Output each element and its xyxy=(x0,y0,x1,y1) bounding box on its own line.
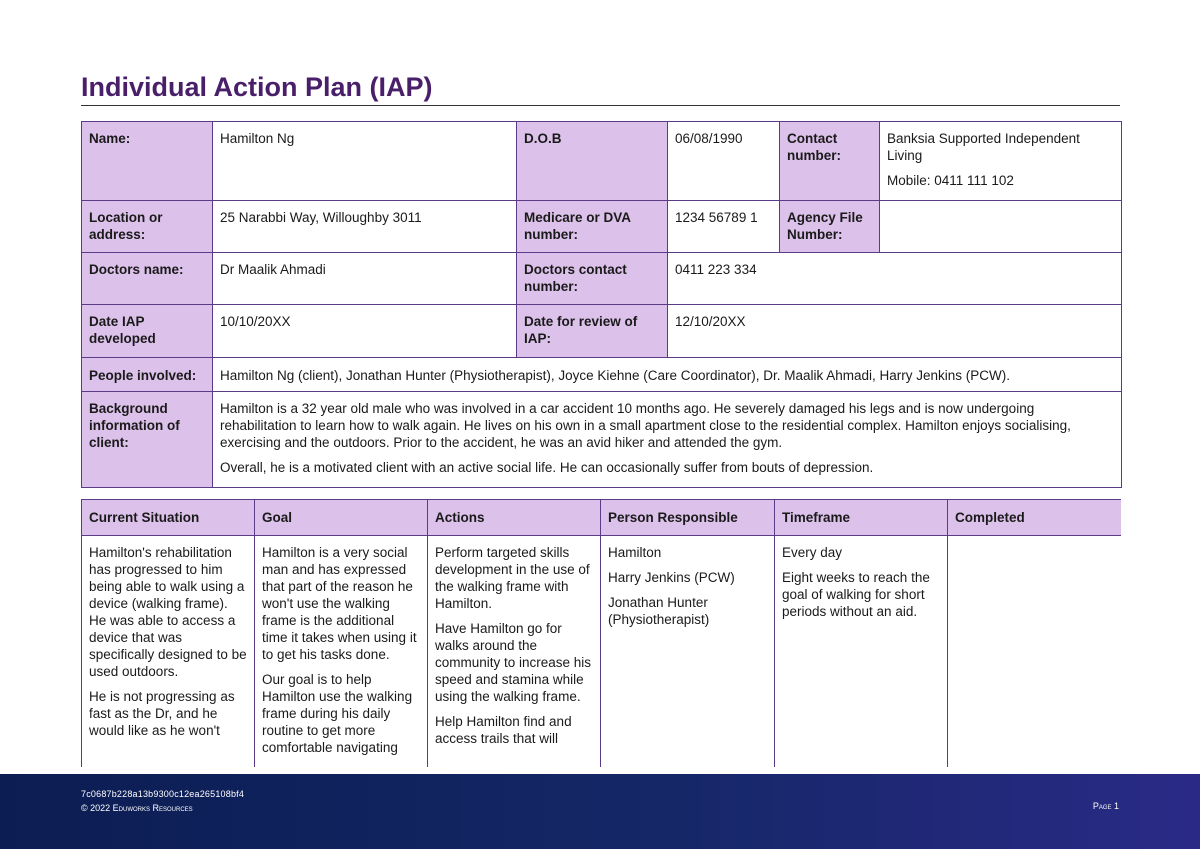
timeframe-entry: Eight weeks to reach the goal of walking for short periods without an aid. xyxy=(782,570,930,619)
background-paragraph: Hamilton is a 32 year old male who was involved in a car accident 10 months ago. He severely damaged his legs and is now undergoing rehabilitation to learn how to walk again. He lives on his own in a small apartment close to the residential complex. Hamilton enjoys socialising, exercising and the outdoors. Prior to the accident, he was an avid hiker and attended the gym. xyxy=(220,401,1071,450)
header-actions: Actions xyxy=(428,500,601,536)
client-info-table xyxy=(81,121,1122,488)
doctor-label: Doctors name: xyxy=(82,253,213,305)
location-value: 25 Narabbi Way, Willoughby 3011 xyxy=(213,201,517,253)
page-title: Individual Action Plan (IAP) xyxy=(81,72,433,102)
person-entry: Hamilton xyxy=(608,545,662,560)
goal-paragraph: Hamilton is a very social man and has expressed that part of the reason he won't use the walking frame is the additional time it takes when using it to get his tasks done. xyxy=(262,545,417,662)
background-paragraph: Overall, he is a motivated client with an active social life. He can occasionally suffer from bouts of depression. xyxy=(220,460,874,475)
page-number: Page 1 xyxy=(1092,801,1119,811)
medicare-label: Medicare or DVA number: xyxy=(517,201,668,253)
date-developed-value: 10/10/20XX xyxy=(213,305,517,358)
situation-paragraph: He is not progressing as fast as the Dr, and he would like as he won't xyxy=(89,689,235,738)
contact-value xyxy=(880,122,1122,201)
person-responsible-cell xyxy=(601,536,775,768)
header-person-responsible: Person Responsible xyxy=(601,500,775,536)
people-value: Hamilton Ng (client), Jonathan Hunter (Physiotherapist), Joyce Kiehne (Care Coordinator), Dr. Maalik Ahmadi, Harry Jenkins (PCW). xyxy=(213,358,1122,392)
person-entry: Jonathan Hunter (Physiotherapist) xyxy=(608,595,710,627)
medicare-value: 1234 56789 1 xyxy=(668,201,780,253)
contact-org: Banksia Supported Independent Living xyxy=(887,131,1080,163)
background-label: Background information of client: xyxy=(82,392,213,488)
agency-value xyxy=(880,201,1122,253)
timeframe-cell xyxy=(775,536,948,768)
person-entry: Harry Jenkins (PCW) xyxy=(608,570,735,585)
doctor-contact-value: 0411 223 334 xyxy=(668,253,1122,305)
agency-label: Agency File Number: xyxy=(780,201,880,253)
dob-label: D.O.B xyxy=(517,122,668,201)
doctor-value: Dr Maalik Ahmadi xyxy=(213,253,517,305)
people-label: People involved: xyxy=(82,358,213,392)
doctor-contact-label: Doctors contact number: xyxy=(517,253,668,305)
header-current-situation: Current Situation xyxy=(82,500,255,536)
situation-paragraph: Hamilton's rehabilitation has progressed to him being able to walk using a device (walking frame). He was able to access a device that was specifically designed to be used outdoors. xyxy=(89,545,247,679)
action-plan-section xyxy=(81,499,1121,767)
contact-mobile: Mobile: 0411 111 102 xyxy=(887,173,1014,188)
title-divider xyxy=(81,105,1120,106)
date-review-label: Date for review of IAP: xyxy=(517,305,668,358)
page-footer xyxy=(0,774,1200,849)
header-completed: Completed xyxy=(948,500,1122,536)
action-paragraph: Perform targeted skills development in the use of the walking frame with Hamilton. xyxy=(435,545,590,611)
action-plan-table xyxy=(81,499,1121,767)
goal-paragraph: Our goal is to help Hamilton use the walking frame during his daily routine to get more comfortable navigating xyxy=(262,672,413,755)
timeframe-entry: Every day xyxy=(782,545,843,560)
date-developed-label: Date IAP developed xyxy=(82,305,213,358)
actions-cell xyxy=(428,536,601,768)
contact-label: Contact number: xyxy=(780,122,880,201)
completed-cell xyxy=(948,536,1122,768)
name-label: Name: xyxy=(82,122,213,201)
header-goal: Goal xyxy=(255,500,428,536)
current-situation-cell xyxy=(82,536,255,768)
location-label: Location or address: xyxy=(82,201,213,253)
action-paragraph: Have Hamilton go for walks around the community to increase his speed and stamina while using the walking frame. xyxy=(435,621,592,704)
date-review-value: 12/10/20XX xyxy=(668,305,1122,358)
header-timeframe: Timeframe xyxy=(775,500,948,536)
name-value: Hamilton Ng xyxy=(213,122,517,201)
document-code: 7c0687b228a13b9300c12ea265108bf4 xyxy=(81,789,245,799)
goal-cell xyxy=(255,536,428,768)
dob-value: 06/08/1990 xyxy=(668,122,780,201)
action-paragraph: Help Hamilton find and access trails that will xyxy=(435,714,572,746)
background-value xyxy=(213,392,1122,488)
copyright-notice: © 2022 Eduworks Resources xyxy=(81,803,193,813)
